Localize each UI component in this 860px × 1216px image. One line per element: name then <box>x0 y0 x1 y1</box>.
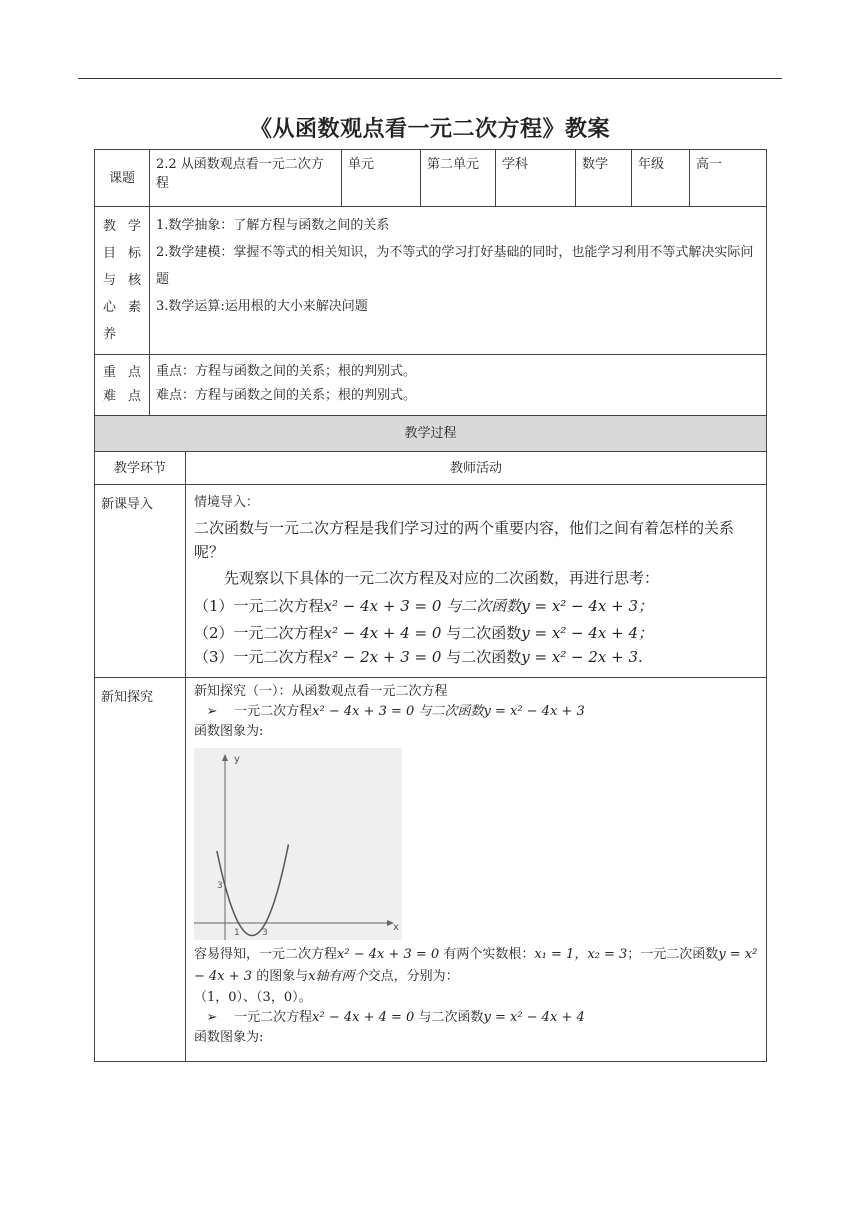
conclusion-equation: x² − 4x + 3 = 0 <box>337 947 440 962</box>
parabola-curve <box>217 844 289 935</box>
goals-content <box>150 207 767 355</box>
case-1 <box>194 702 758 722</box>
goal-item: 2.数学建模：掌握不等式的相关知识，为不等式的学习打好基础的同时，也能学习利用不等式解决实际问题 <box>156 245 754 287</box>
eq3-equation: x² − 2x + 3 = 0 <box>323 648 442 666</box>
y-axis-label: y <box>234 754 240 765</box>
parabola-graph <box>194 748 402 940</box>
eq3-prefix: （3）一元二次方程 <box>194 648 324 666</box>
explore-heading: 新知探究（一）：从函数观点看一元二次方程 <box>194 684 448 699</box>
conclusion <box>194 944 758 988</box>
conclusion-roots: x₁ = 1，x₂ = 3 <box>534 947 628 962</box>
graph-label: 函数图象为: <box>194 724 264 739</box>
conclusion-text-e: x轴有两个 <box>308 969 368 984</box>
case2-mid: 与二次函数 <box>418 1010 484 1025</box>
case1-prefix: 一元二次方程 <box>234 704 313 719</box>
situation-label: 情境导入： <box>194 495 260 510</box>
goals-label <box>95 207 150 355</box>
x-tick-1: 1 <box>234 928 240 938</box>
activity-header: 教师活动 <box>186 452 767 485</box>
conclusion-function: y = x² − 4x + 3 <box>194 947 758 984</box>
eq2-prefix: （2）一元二次方程 <box>194 624 324 642</box>
case2-equation: x² − 4x + 4 = 0 <box>312 1010 415 1025</box>
unit-value: 第二单元 <box>421 150 496 207</box>
conclusion-text-b: 有两个实数根： <box>443 947 535 962</box>
intro-observe: 先观察以下具体的一元二次方程及对应的二次函数，再进行思考： <box>224 569 660 587</box>
explore-content <box>186 678 767 1062</box>
case1-equation: x² − 4x + 3 = 0 <box>312 704 415 719</box>
course-label: 课题 <box>95 150 150 207</box>
conclusion-text-d: 的图象与 <box>256 969 309 984</box>
eq1-equation: x² − 4x + 3 = 0 <box>323 597 442 615</box>
eq3-mid: 与二次函数 <box>446 648 522 666</box>
stage-header: 教学环节 <box>95 452 186 485</box>
case2-function: y = x² − 4x + 4 <box>483 1010 585 1025</box>
conclusion-text-a: 容易得知，一元二次方程 <box>194 947 338 962</box>
process-band: 教学过程 <box>95 416 767 452</box>
subject-label: 学科 <box>496 150 576 207</box>
equation-3 <box>194 645 758 669</box>
intro-question: 二次函数与一元二次方程是我们学习过的两个重要内容，他们之间有着怎样的关系呢？ <box>194 519 735 561</box>
parabola-graph-svg <box>194 748 402 940</box>
grade-value: 高一 <box>690 150 767 207</box>
eq3-function: y = x² − 2x + 3. <box>521 648 643 666</box>
intro-content <box>186 485 767 678</box>
key-points-label-text: 重点难点 <box>103 365 141 404</box>
focus-point: 重点：方程与函数之间的关系；根的判别式。 <box>156 364 417 379</box>
case1-function: y = x² − 4x + 3 <box>483 704 585 719</box>
case1-mid: 与二次函数 <box>418 704 484 719</box>
eq1-function: y = x² − 4x + 3； <box>521 597 654 615</box>
grade-label: 年级 <box>632 150 690 207</box>
course-value: 2.2 从函数观点看一元二次方程 <box>150 150 342 207</box>
conclusion-text-f: 交点，分别为： <box>367 969 459 984</box>
goal-item: 1.数学抽象：了解方程与函数之间的关系 <box>156 218 390 233</box>
key-points-content <box>150 355 767 416</box>
y-tick-3: 3 <box>217 881 223 891</box>
header-rule <box>78 78 782 79</box>
difficulty-point: 难点：方程与函数之间的关系；根的判别式。 <box>156 388 417 403</box>
explore-stage: 新知探究 <box>95 678 186 1062</box>
arrow-bullet-icon: ➢ <box>206 704 218 719</box>
intro-stage: 新课导入 <box>95 485 186 678</box>
eq1-mid: 与二次函数 <box>446 597 522 615</box>
eq2-mid: 与二次函数 <box>446 624 522 642</box>
case-2 <box>194 1008 758 1028</box>
goals-label-text: 教学目标与核心素养 <box>103 219 141 342</box>
eq2-function: y = x² − 4x + 4； <box>521 624 654 642</box>
case2-prefix: 一元二次方程 <box>234 1010 313 1025</box>
x-axis-label: x <box>393 922 399 933</box>
equation-2 <box>194 621 758 645</box>
arrow-bullet-icon: ➢ <box>206 1010 218 1025</box>
goal-item: 3.数学运算:运用根的大小来解决问题 <box>156 299 368 314</box>
eq1-prefix: （1）一元二次方程 <box>194 597 324 615</box>
y-axis-arrow-icon <box>222 754 228 761</box>
unit-label: 单元 <box>342 150 421 207</box>
graph-label-2: 函数图象为: <box>194 1030 264 1045</box>
eq2-equation: x² − 4x + 4 = 0 <box>323 624 442 642</box>
conclusion-text-c: ；一元二次函数 <box>627 947 719 962</box>
intersection-points: （1，0）、（3，0）。 <box>194 990 312 1005</box>
x-tick-3: 3 <box>262 928 268 938</box>
equation-1 <box>194 594 758 618</box>
document-title: 《从函数观点看一元二次方程》教案 <box>249 117 610 142</box>
key-points-label <box>95 355 150 416</box>
lesson-plan-table <box>94 149 767 1062</box>
subject-value: 数学 <box>576 150 632 207</box>
